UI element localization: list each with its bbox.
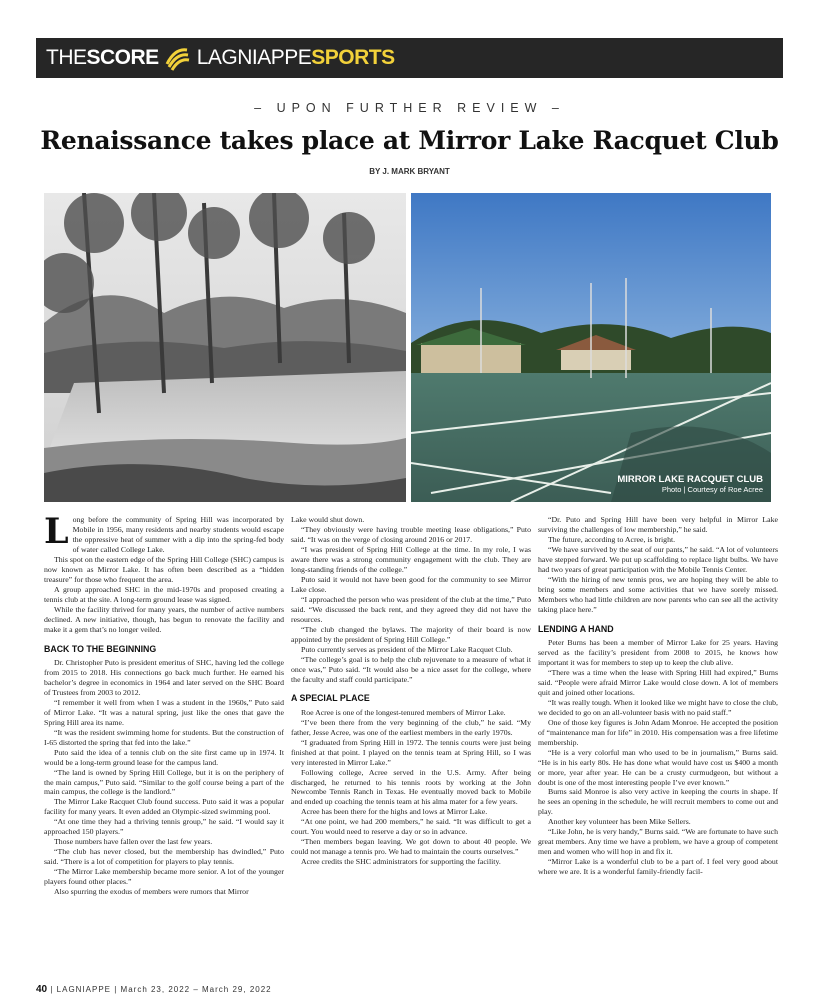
- article-column-2: [291, 515, 531, 867]
- page-number: 40: [36, 984, 48, 995]
- section-heading: LENDING A HAND: [538, 623, 614, 634]
- article-paragraph: Lake would shut down.: [291, 515, 365, 524]
- article-paragraph: “We have survived by the seat of our pants,” he said. “A lot of volunteers have stepped forward. We put up scaffolding to replace light bulbs. We have had two years of great participation with the Mobile Tennis Center.: [538, 544, 778, 574]
- article-paragraph: Those numbers have fallen over the last few years.: [54, 837, 213, 847]
- article-paragraph: “Mirror Lake is a wonderful club to be a part of. I feel very good about where we are. It is a wonderful family-friendly facil-: [538, 857, 778, 877]
- lagniappe-sports-brand: LAGNIAPPESPORTS: [196, 46, 395, 69]
- article-paragraph: “The Mirror Lake membership became more senior. A lot of the younger players found other places.”: [44, 867, 284, 887]
- article-paragraph: “At one point, we had 200 members,” he said. “It was difficult to get a court. You would need to reserve a day or so in advance.: [291, 817, 531, 837]
- tennis-courts-photo: [411, 193, 771, 502]
- article-paragraph: Another key volunteer has been Mike Sellers.: [548, 817, 691, 827]
- article-paragraph: Roe Acree is one of the longest-tenured members of Mirror Lake.: [301, 707, 506, 717]
- article-paragraph: Acree credits the SHC administrators for supporting the facility.: [301, 857, 501, 867]
- article-paragraph: Also spurring the exodus of members were rumors that Mirror: [54, 887, 249, 897]
- article-paragraph: The future, according to Acree, is bright.: [548, 534, 676, 544]
- article-paragraph: Long before the community of Spring Hill was incorporated by Mobile in 1956, many residents and nearby students would escape the oppressive heat of summer with a dip into the spring-fed body of water called College Lake.: [44, 511, 284, 554]
- article-paragraph: While the facility thrived for many years, the number of active numbers declined. A new initiative, though, has begun to renovate the facility and make it a gem that’s no longer veiled.: [44, 604, 284, 634]
- byline: BY J. MARK BRYANT: [369, 167, 450, 176]
- article-paragraph: “It was really tough. When it looked like we might have to close the club, we decided to go on an all-volunteer basis with no paid staff.”: [538, 697, 778, 717]
- drop-cap: L: [44, 511, 69, 552]
- caption-credit: Photo | Courtesy of Roe Acree: [661, 485, 763, 494]
- article-paragraph: “The college’s goal is to help the club rejuvenate to a measure of what it once was,” Puto said. “It would also be a nice asset for the college, where the faculty and staff could participate.”: [291, 654, 531, 684]
- article-paragraph: “There was a time when the lease with Spring Hill had expired,” Burns said. “People were afraid Mirror Lake would close down. A lot of members quit and joined other locations.: [538, 667, 778, 697]
- article-paragraph: “With the hiring of new tennis pros, we are hoping they will be able to bring some members and some activities that we have sorely missed. Members who had little children are now parents who can see all the activity taking place here.”: [538, 574, 778, 614]
- article-paragraph: “Then members began leaving. We got down to about 40 people. We could not manage a tennis pro. We had to maintain the courts ourselves.”: [291, 837, 531, 857]
- caption-title: MIRROR LAKE RACQUET CLUB: [617, 474, 763, 485]
- section-heading: BACK TO THE BEGINNING: [44, 643, 157, 654]
- article-paragraph: “Like John, he is very handy,” Burns said. “We are fortunate to have such great members. Any time we have a problem, we have a group of competent men and women who will hop in and fix it.: [538, 827, 778, 857]
- article-paragraph: “The land is owned by Spring Hill College, but it is on the periphery of the main campus,” Puto said. “Similar to the golf course being a part of the main campus, the college is the landlord.”: [44, 767, 284, 797]
- article-paragraph: “I was president of Spring Hill College at the time. In my role, I was aware there was a strong community engagement with the club. They are long-standing friends of the college.”: [291, 544, 531, 574]
- article-paragraph: A group approached SHC in the mid-1970s and proposed creating a tennis club at the site. A long-term ground lease was signed.: [44, 584, 284, 604]
- article-paragraph: Puto currently serves as president of the Mirror Lake Racquet Club.: [301, 644, 513, 654]
- article-paragraph: “I remember it well from when I was a student in the 1960s,” Puto said of Mirror Lake. “It was a natural spring, just like the ones that gave the Spring Hill area its name.: [44, 697, 284, 727]
- archival-lake-photo: [44, 193, 406, 502]
- article-column-3: [538, 515, 778, 877]
- article-paragraph: One of those key figures is John Adam Monroe. He accepted the position of “maintenance man for life” in 2010. His compensation was a free lifetime membership.: [538, 717, 778, 747]
- article-column-1: [44, 511, 284, 897]
- article-paragraph: “At one time they had a thriving tennis group,” he said. “I would say it approached 150 players.”: [44, 817, 284, 837]
- article-paragraph: Burns said Monroe is also very active in keeping the courts in shape. If he sees an opening in the schedule, he will recruit members to come out and play.: [538, 787, 778, 817]
- article-paragraph: Acree has been there for the highs and lows at Mirror Lake.: [301, 807, 488, 817]
- article-paragraph: Following college, Acree served in the U.S. Army. After being discharged, he returned to his tennis roots by working at the John Newcombe Tennis Ranch in Texas. He eventually moved back to Mobile and ended up coaching the tennis team at his alma mater for a few years.: [291, 767, 531, 807]
- article-paragraph: The Mirror Lake Racquet Club found success. Puto said it was a popular facility for many years. It even added an Olympic-sized swimming pool.: [44, 797, 284, 817]
- publication-dateline: | LAGNIAPPE | March 23, 2022 – March 29, 2022: [50, 985, 272, 994]
- article-paragraph: “He is a very colorful man who used to be in journalism,” Burns said. “He is in his early 80s. He has done what would have cost us $400 a month or more, year after year. He can be a crusty curmudgeon, but without a doubt is one of the most interesting people I’ve ever known.”: [538, 747, 778, 787]
- kicker: – UPON FURTHER REVIEW –: [254, 101, 565, 115]
- article-paragraph: “I graduated from Spring Hill in 1972. The tennis courts were just being finished at that point. I played on the tennis team at Spring Hill, so I was very interested in Mirror Lake.”: [291, 737, 531, 767]
- article-paragraph: “They obviously were having trouble meeting lease obligations,” Puto said. “It was on the verge of closing around 2016 or 2017.: [291, 524, 531, 544]
- the-score-brand: THESCORE: [46, 46, 159, 69]
- article-paragraph: This spot on the eastern edge of the Spring Hill College (SHC) campus is now known as Mirror Lake. It has often been described as a “hidden treasure” for those who frequent the area.: [44, 554, 284, 584]
- article-paragraph: Puto said the idea of a tennis club on the site first came up in 1974. It would be a long-term ground lease for the campus land.: [44, 747, 284, 767]
- section-heading: A SPECIAL PLACE: [291, 693, 370, 704]
- article-paragraph: “I’ve been there from the very beginning of the club,” he said. “My father, Jesse Acree, was one of the earliest members in the early 1970s.: [291, 717, 531, 737]
- swoosh-logo-icon: [163, 44, 191, 72]
- article-paragraph: Peter Burns has been a member of Mirror Lake for 25 years. Having served as the facility’s president from 2008 to 2015, he knows how important it was for members to step up to keep the club alive.: [538, 637, 778, 667]
- photo-caption: [617, 474, 763, 494]
- article-paragraph: “I approached the person who was president of the club at the time,” Puto said. “We discussed the back rent, and they agreed they did not have the resources.: [291, 594, 531, 624]
- page-footer: [36, 984, 272, 995]
- article-paragraph: “It was the resident swimming home for students. But the construction of I-65 distorted the spring that fed into the lake.”: [44, 727, 284, 747]
- article-paragraph: “The club has never closed, but the membership has dwindled,” Puto said. “There is a lot of competition for players to play tennis.: [44, 847, 284, 867]
- article-paragraph: Dr. Christopher Puto is president emeritus of SHC, having led the college from 2015 to 2018. His connections go back much further. He earned his bachelor’s degree in economics in 1964 and later served on the SHC Board of Trustees from 2003 to 2012.: [44, 657, 284, 697]
- article-paragraph: “Dr. Puto and Spring Hill have been very helpful in Mirror Lake surviving the challenges of low membership,” he said.: [538, 515, 778, 534]
- article-paragraph: “The club changed the bylaws. The majority of their board is now appointed by the president of Spring Hill College.”: [291, 624, 531, 644]
- article-paragraph: Puto said it would not have been good for the community to see Mirror Lake close.: [291, 574, 531, 594]
- section-banner: [36, 38, 783, 78]
- headline: Renaissance takes place at Mirror Lake Racquet Club: [40, 126, 779, 155]
